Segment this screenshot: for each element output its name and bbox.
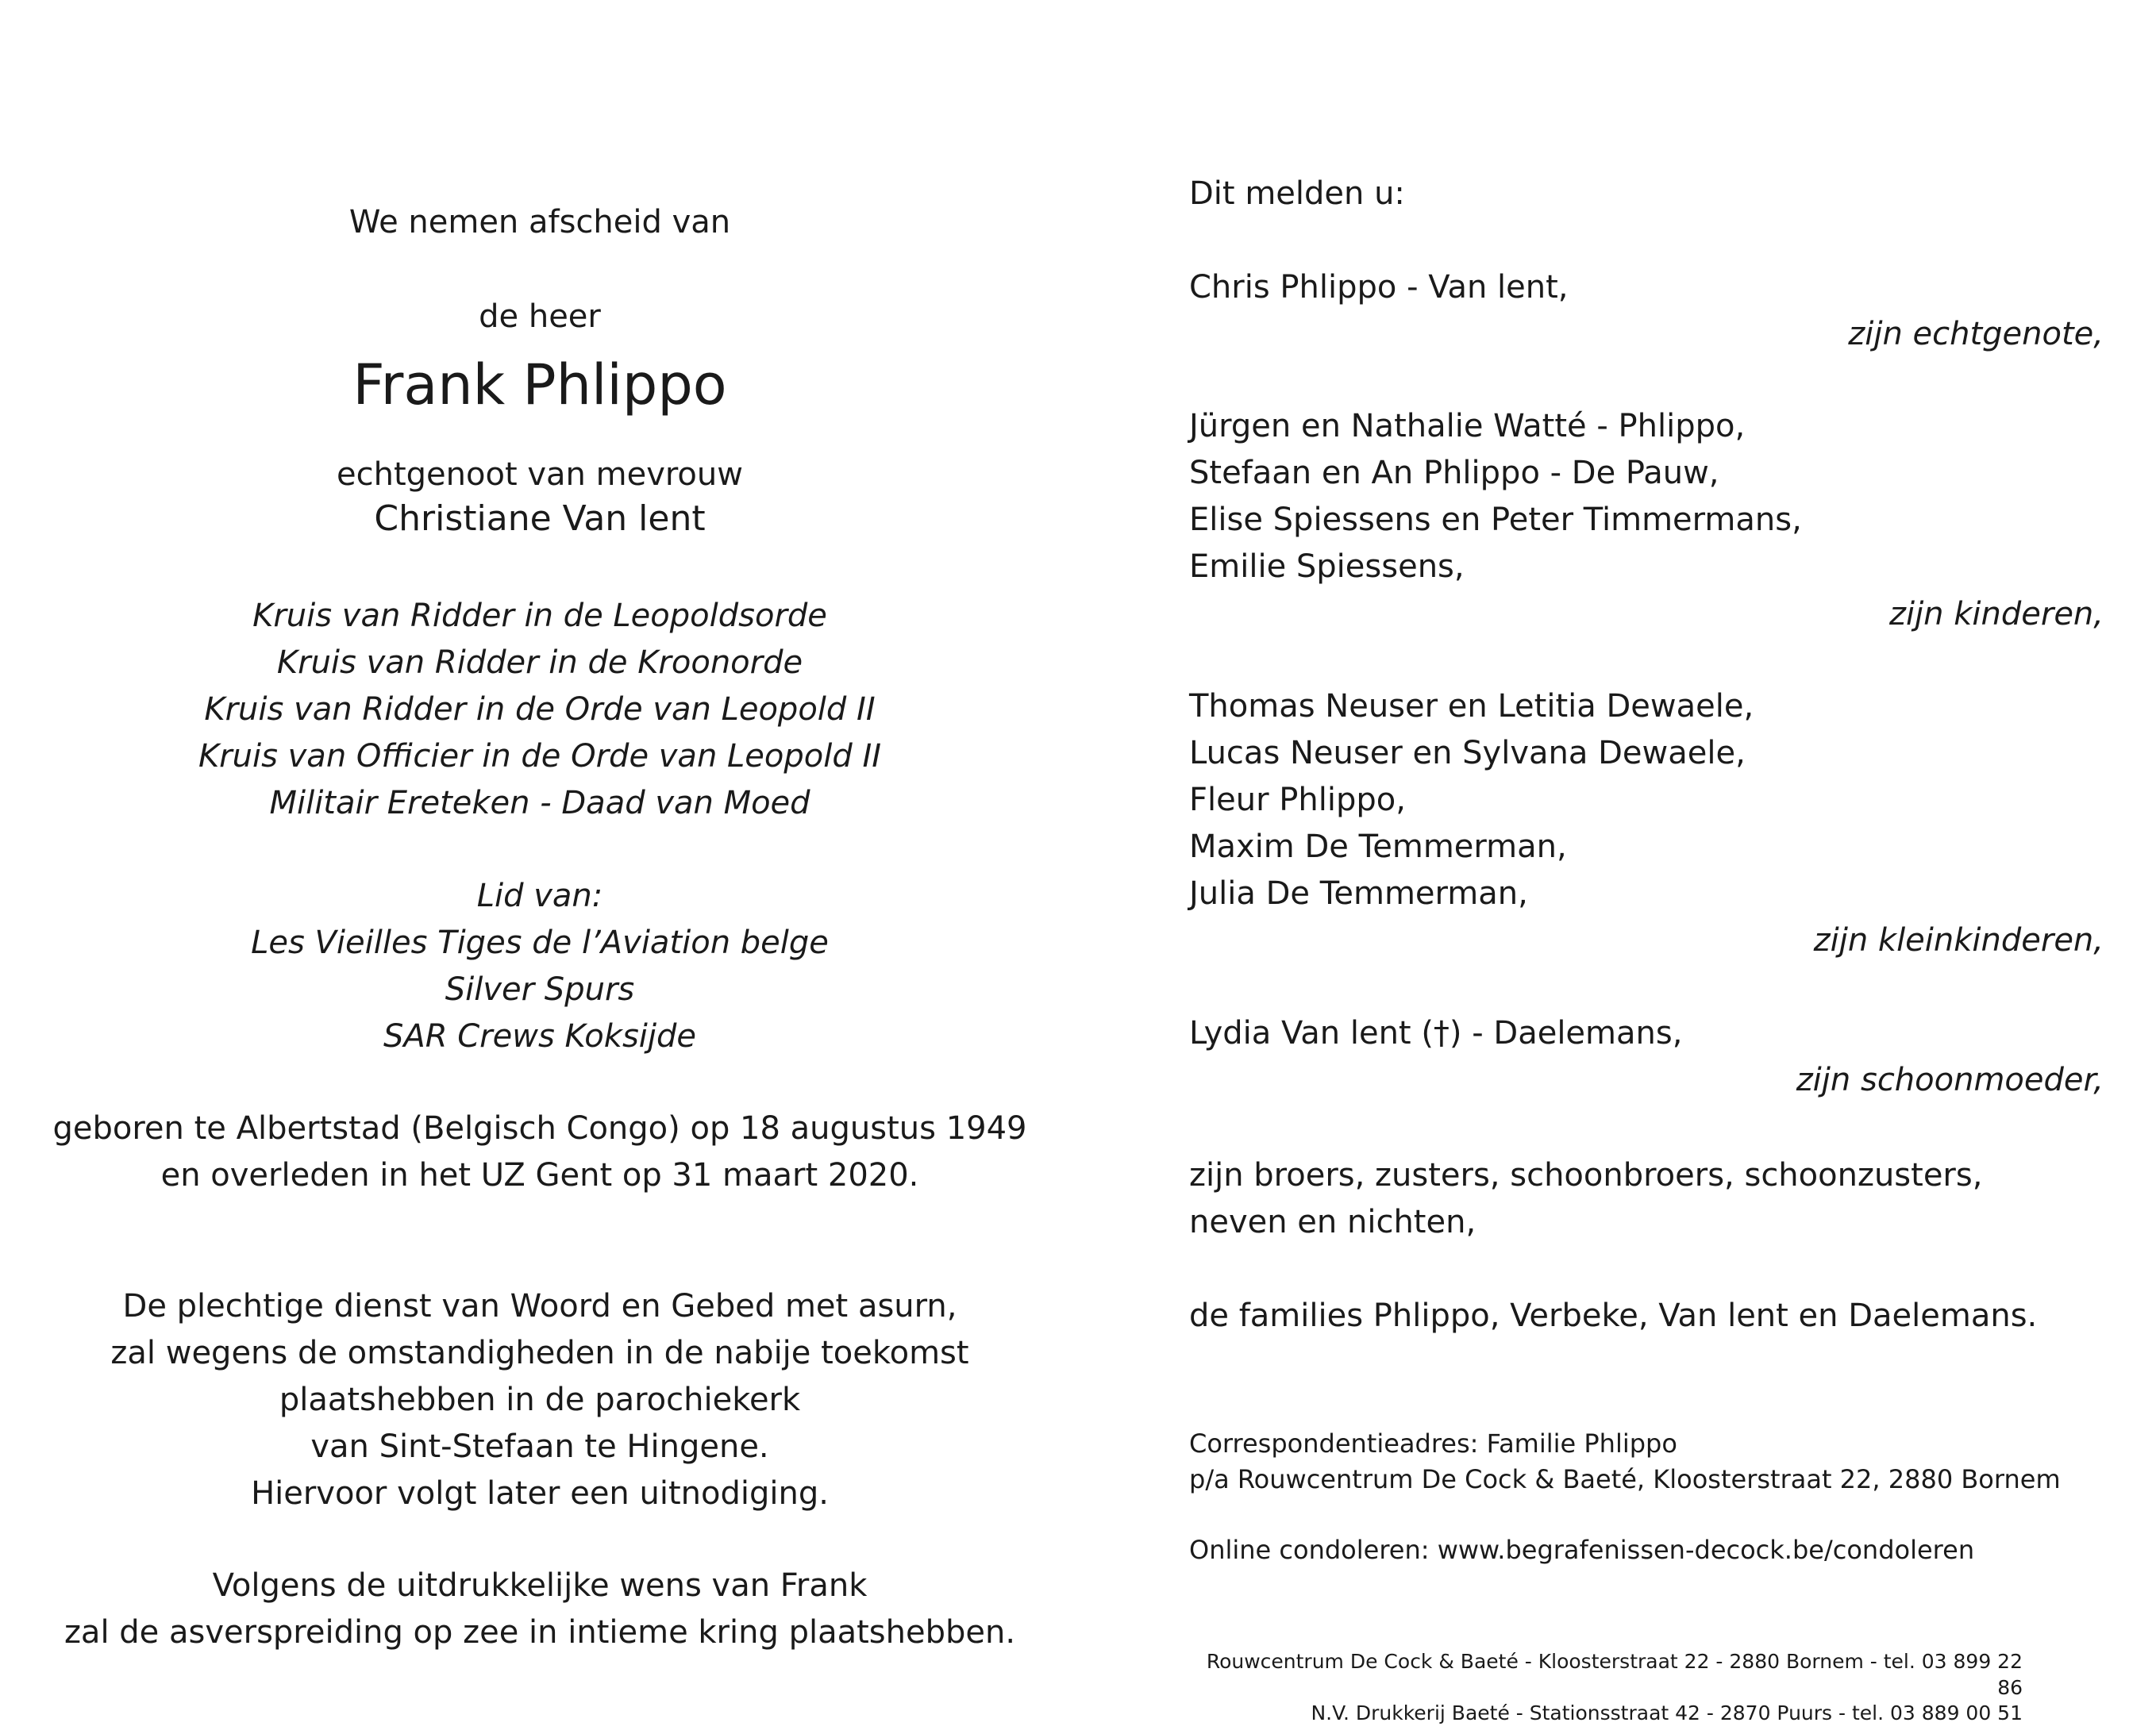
grandchildren-label: zijn kleinkinderen, [1813,922,2104,959]
grandchild-entry: Lucas Neuser en Sylvana Dewaele, [1189,735,1746,771]
grandchild-entry: Thomas Neuser en Letitia Dewaele, [1189,688,1754,725]
service-line: plaatshebben in de parochiekerk [279,1382,801,1418]
siblings-line: neven en nichten, [1189,1204,1476,1240]
title-text: de heer [479,298,601,335]
honor-line: Militair Ereteken - Daad van Moed [269,785,810,821]
online-condolence: Online condoleren: www.begrafenissen-decock.be/condoleren [1189,1535,1975,1565]
families-line: de families Phlippo, Verbeke, Van lent en Daelemans. [1189,1298,2038,1334]
correspondence-line: p/a Rouwcentrum De Cock & Baeté, Kloosterstraat 22, 2880 Bornem [1189,1464,2061,1494]
service-line: zal wegens de omstandigheden in de nabije toekomst [110,1335,969,1371]
spouse-intro: echtgenoot van mevrouw [337,456,743,493]
spouse-name: Christiane Van lent [374,498,706,539]
service-line: De plechtige dienst van Woord en Gebed met asurn, [122,1288,957,1325]
grandchild-entry: Maxim De Temmerman, [1189,829,1567,865]
spouse-label: zijn echtgenote, [1848,316,2104,352]
grandchild-entry: Julia De Temmerman, [1189,875,1528,912]
mother-in-law-label: zijn schoonmoeder, [1796,1062,2104,1098]
printer-line: N.V. Drukkerij Baeté - Stationsstraat 42 - 2870 Puurs - tel. 03 889 00 51 [1311,1701,2023,1724]
death-line: en overleden in het UZ Gent op 31 maart 2020. [160,1157,919,1194]
membership-line: SAR Crews Koksijde [383,1018,697,1055]
announce-text: Dit melden u: [1189,175,1405,212]
service-line: Hiervoor volgt later een uitnodiging. [251,1475,829,1512]
printer-line: Rouwcentrum De Cock & Baeté - Kloosterstraat 22 - 2880 Bornem - tel. 03 899 22 86 [1206,1650,2023,1699]
child-entry: Emilie Spiessens, [1189,548,1465,585]
wish-line: Volgens de uitdrukkelijke wens van Frank [212,1567,868,1604]
spouse-entry: Chris Phlippo - Van lent, [1189,269,1569,306]
children-label: zijn kinderen, [1888,596,2104,632]
honor-line: Kruis van Ridder in de Leopoldsorde [252,598,827,634]
printer-footer [1189,1649,2023,1727]
membership-line: Silver Spurs [445,971,635,1008]
child-entry: Stefaan en An Phlippo - De Pauw, [1189,455,1719,491]
honor-line: Kruis van Officier in de Orde van Leopold II [198,738,882,775]
child-entry: Jürgen en Nathalie Watté - Phlippo, [1189,408,1746,444]
mother-in-law-entry: Lydia Van lent (†) - Daelemans, [1189,1015,1683,1052]
membership-line: Les Vieilles Tiges de l’Aviation belge [251,925,829,961]
siblings-line: zijn broers, zusters, schoonbroers, schoonzusters, [1189,1157,1983,1194]
honor-line: Kruis van Ridder in de Orde van Leopold II [204,691,876,728]
birth-line: geboren te Albertstad (Belgisch Congo) op 18 augustus 1949 [52,1110,1027,1147]
wish-line: zal de asverspreiding op zee in intieme kring plaatshebben. [64,1614,1016,1651]
grandchild-entry: Fleur Phlippo, [1189,782,1406,818]
intro-text: We nemen afscheid van [348,204,731,240]
deceased-name: Frank Phlippo [352,352,727,417]
honor-line: Kruis van Ridder in de Kroonorde [276,644,803,681]
member-heading: Lid van: [476,878,603,914]
child-entry: Elise Spiessens en Peter Timmermans, [1189,502,1802,538]
service-line: van Sint-Stefaan te Hingene. [310,1428,769,1465]
correspondence-line: Correspondentieadres: Familie Phlippo [1189,1428,1677,1459]
